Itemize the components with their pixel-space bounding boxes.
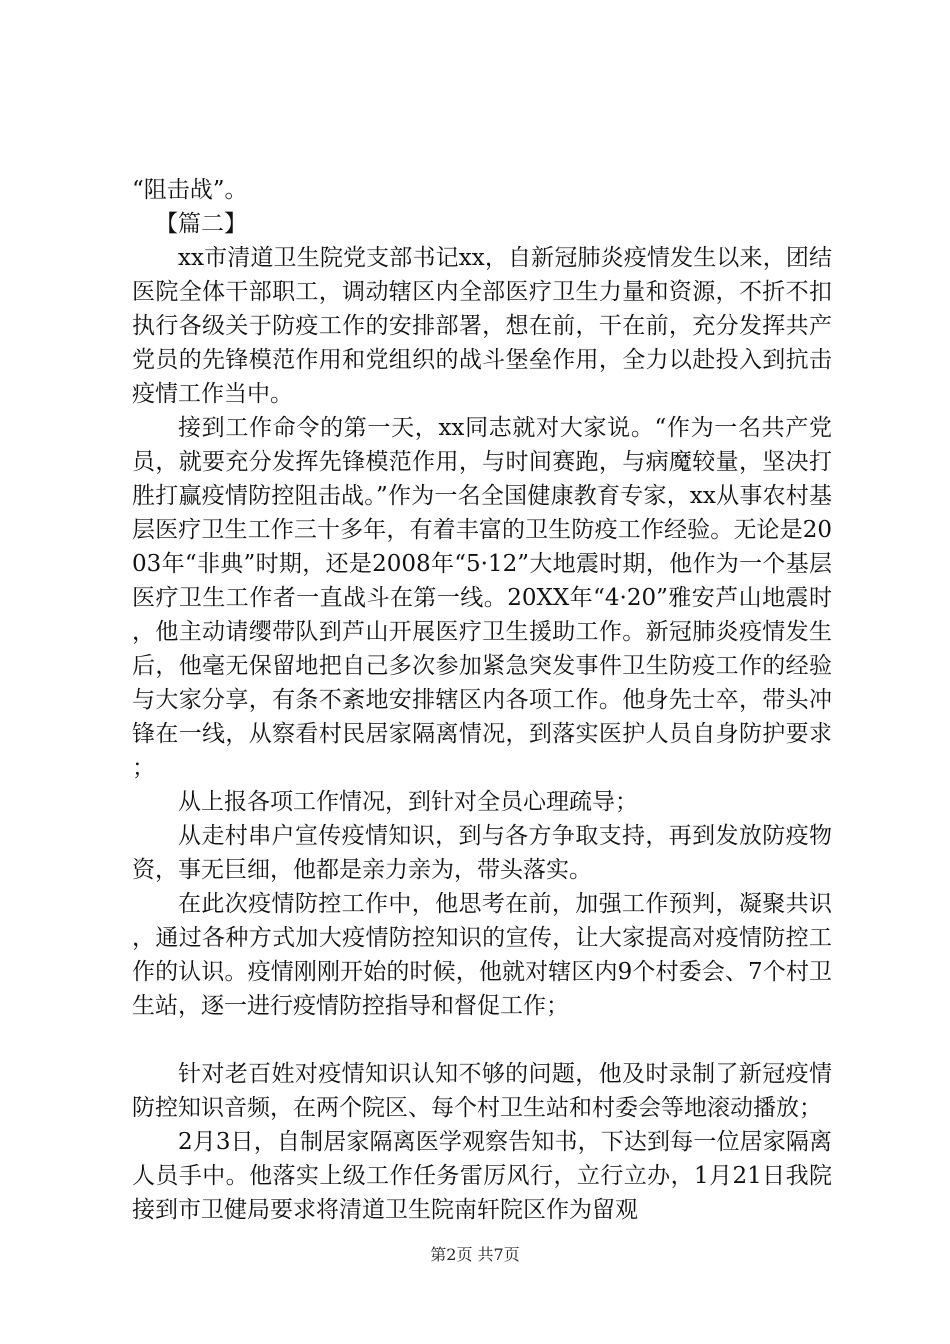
paragraph-continuation: “阻击战”。 [132, 177, 248, 203]
document-body [132, 173, 832, 1227]
paragraph-intro: xx市清道卫生院党支部书记xx，自新冠肺炎疫情发生以来，团结医院全体干部职工，调动辖区内全部医疗卫生力量和资源，不折不扣执行各级关于防疫工作的安排部署，想在前，干在前，充分发挥共产党员的先锋模范作用和党组织的战斗堡垒作用，全力以赴投入到抗击疫情工作当中。 [132, 245, 832, 407]
paragraph-reporting: 从上报各项工作情况，到针对全员心理疏导； [178, 789, 638, 815]
paragraph-village-visits: 从走村串户宣传疫情知识，到与各方争取支持，再到发放防疫物资，事无巨细，他都是亲力亲为，带头落实。 [132, 823, 832, 883]
paragraph-isolation-notice: 2月3日，自制居家隔离医学观察告知书，下达到每一位居家隔离人员手中。他落实上级工作任务雷厉风行，立行立办，1月21日我院接到市卫健局要求将清道卫生院南轩院区作为留观 [132, 1129, 832, 1223]
paragraph-prevention-work: 在此次疫情防控工作中，他思考在前，加强工作预判，凝聚共识，通过各种方式加大疫情防控知识的宣传，让大家提高对疫情防控工作的认识。疫情刚刚开始的时候，他就对辖区内9个村委会、7个村卫生站，逐一进行疫情防控指导和督促工作； [132, 891, 832, 1019]
paragraph-audio-broadcast: 针对老百姓对疫情知识认知不够的问题，他及时录制了新冠疫情防控知识音频，在两个院区、每个村卫生站和村委会等地滚动播放； [132, 1061, 832, 1121]
page-number-footer: 第2页 共7页 [430, 1245, 520, 1264]
paragraph-spacer [132, 1023, 832, 1057]
section-heading: 【篇二】 [155, 211, 247, 237]
paragraph-first-day: 接到工作命令的第一天，xx同志就对大家说。“作为一名共产党员，就要充分发挥先锋模范作用，与时间赛跑，与病魔较量，坚决打胜打赢疫情防控阻击战。”作为一名全国健康教育专家，xx从事农村基层医疗卫生工作三十多年，有着丰富的卫生防疫工作经验。无论是2003年“非典”时期，还是2008年“5·12”大地震时期，他作为一个基层医疗卫生工作者一直战斗在第一线。20XX年“4·20”雅安芦山地震时，他主动请缨带队到芦山开展医疗卫生援助工作。新冠肺炎疫情发生后，他毫无保留地把自己多次参加紧急突发事件卫生防疫工作的经验与大家分享，有条不紊地安排辖区内各项工作。他身先士卒，带头冲锋在一线，从察看村民居家隔离情况，到落实医护人员自身防护要求； [132, 415, 832, 781]
